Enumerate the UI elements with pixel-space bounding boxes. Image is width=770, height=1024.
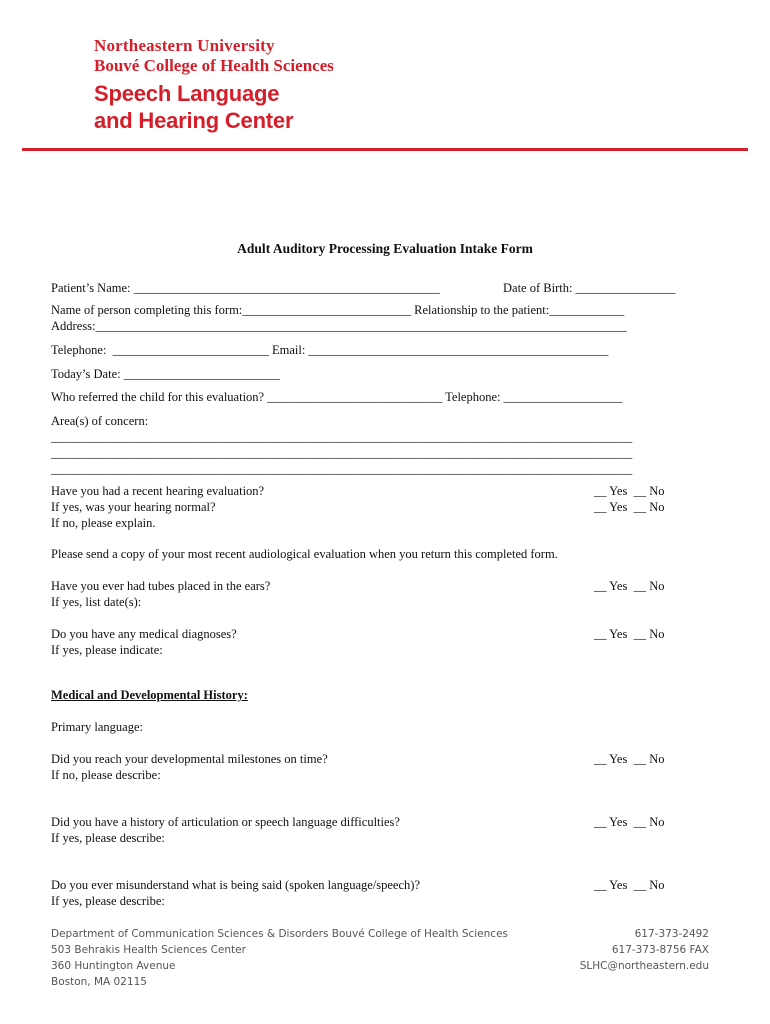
send-copy-note: Please send a copy of your most recent audiological evaluation when you return this completed form.	[51, 547, 558, 561]
question-articulation: Did you have a history of articulation or speech language difficulties?	[51, 815, 400, 829]
milestones-yes-no[interactable]: __ Yes __ No	[594, 752, 665, 766]
footer-fax: 617-373-8756 FAX	[611, 944, 709, 956]
question-tubes: Have you ever had tubes placed in the ears?	[51, 579, 271, 593]
question-milestones: Did you reach your developmental milestones on time?	[51, 752, 328, 766]
college-name: Bouvé College of Health Sciences	[94, 56, 334, 75]
medical-indicate-label: If yes, please indicate:	[51, 643, 163, 657]
footer-street: 360 Huntington Avenue	[51, 960, 176, 972]
articulation-yes-no[interactable]: __ Yes __ No	[594, 815, 665, 829]
misunderstand-describe-label: If yes, please describe:	[51, 894, 165, 908]
address-field[interactable]: Address:_____________________________________________________________________________________	[51, 319, 627, 333]
hearing-normal-yes-no[interactable]: __ Yes __ No	[594, 500, 665, 514]
concern-line-2[interactable]: _____________________________________________________________________________________________	[51, 446, 633, 460]
form-title: Adult Auditory Processing Evaluation Intake Form	[237, 241, 533, 256]
concern-line-3[interactable]: _____________________________________________________________________________________________	[51, 462, 633, 476]
footer-contact	[580, 926, 709, 974]
letterhead	[94, 36, 334, 134]
telephone-email-field[interactable]: Telephone: _________________________ Email: ________________________________________________	[51, 343, 609, 357]
tubes-yes-no[interactable]: __ Yes __ No	[594, 579, 665, 593]
question-misunderstand: Do you ever misunderstand what is being said (spoken language/speech)?	[51, 878, 420, 892]
question-hearing-normal: If yes, was your hearing normal?	[51, 500, 216, 514]
hearing-evaluation-yes-no[interactable]: __ Yes __ No	[594, 484, 665, 498]
section-heading-medical: Medical and Developmental History:	[51, 688, 248, 702]
referral-field[interactable]: Who referred the child for this evaluation? ____________________________ Telephone: ___________________	[51, 390, 623, 404]
primary-language-label: Primary language:	[51, 720, 143, 734]
question-hearing-evaluation: Have you had a recent hearing evaluation?	[51, 484, 265, 498]
footer-building: 503 Behrakis Health Sciences Center	[51, 944, 246, 956]
footer-address	[51, 926, 508, 990]
question-medical: Do you have any medical diagnoses?	[51, 627, 237, 641]
footer-city: Boston, MA 02115	[51, 976, 147, 988]
medical-yes-no[interactable]: __ Yes __ No	[594, 627, 665, 641]
milestones-describe-label: If no, please describe:	[51, 768, 161, 782]
completing-person-field[interactable]: Name of person completing this form:___________________________ Relationship to the patient:____________	[51, 303, 625, 317]
concern-line-1[interactable]: _____________________________________________________________________________________________	[51, 430, 633, 444]
footer-email[interactable]: SLHC@northeastern.edu	[579, 960, 709, 972]
patient-name-field[interactable]: Patient’s Name: _________________________________________________	[51, 281, 440, 295]
center-name-line2: and Hearing Center	[94, 108, 294, 133]
footer-department: Department of Communication Sciences & Disorders Bouvé College of Health Sciences	[51, 928, 509, 940]
university-name: Northeastern University	[94, 36, 275, 55]
todays-date-field[interactable]: Today’s Date: _________________________	[51, 367, 280, 381]
explain-label: If no, please explain.	[51, 516, 156, 530]
misunderstand-yes-no[interactable]: __ Yes __ No	[594, 878, 665, 892]
articulation-describe-label: If yes, please describe:	[51, 831, 165, 845]
header-divider	[22, 148, 748, 151]
center-name-line1: Speech Language	[94, 81, 280, 106]
concern-label: Area(s) of concern:	[51, 414, 149, 428]
date-of-birth-field[interactable]: Date of Birth: ________________	[503, 281, 676, 295]
footer-phone: 617-373-2492	[634, 928, 709, 940]
tubes-dates-label: If yes, list date(s):	[51, 595, 142, 609]
